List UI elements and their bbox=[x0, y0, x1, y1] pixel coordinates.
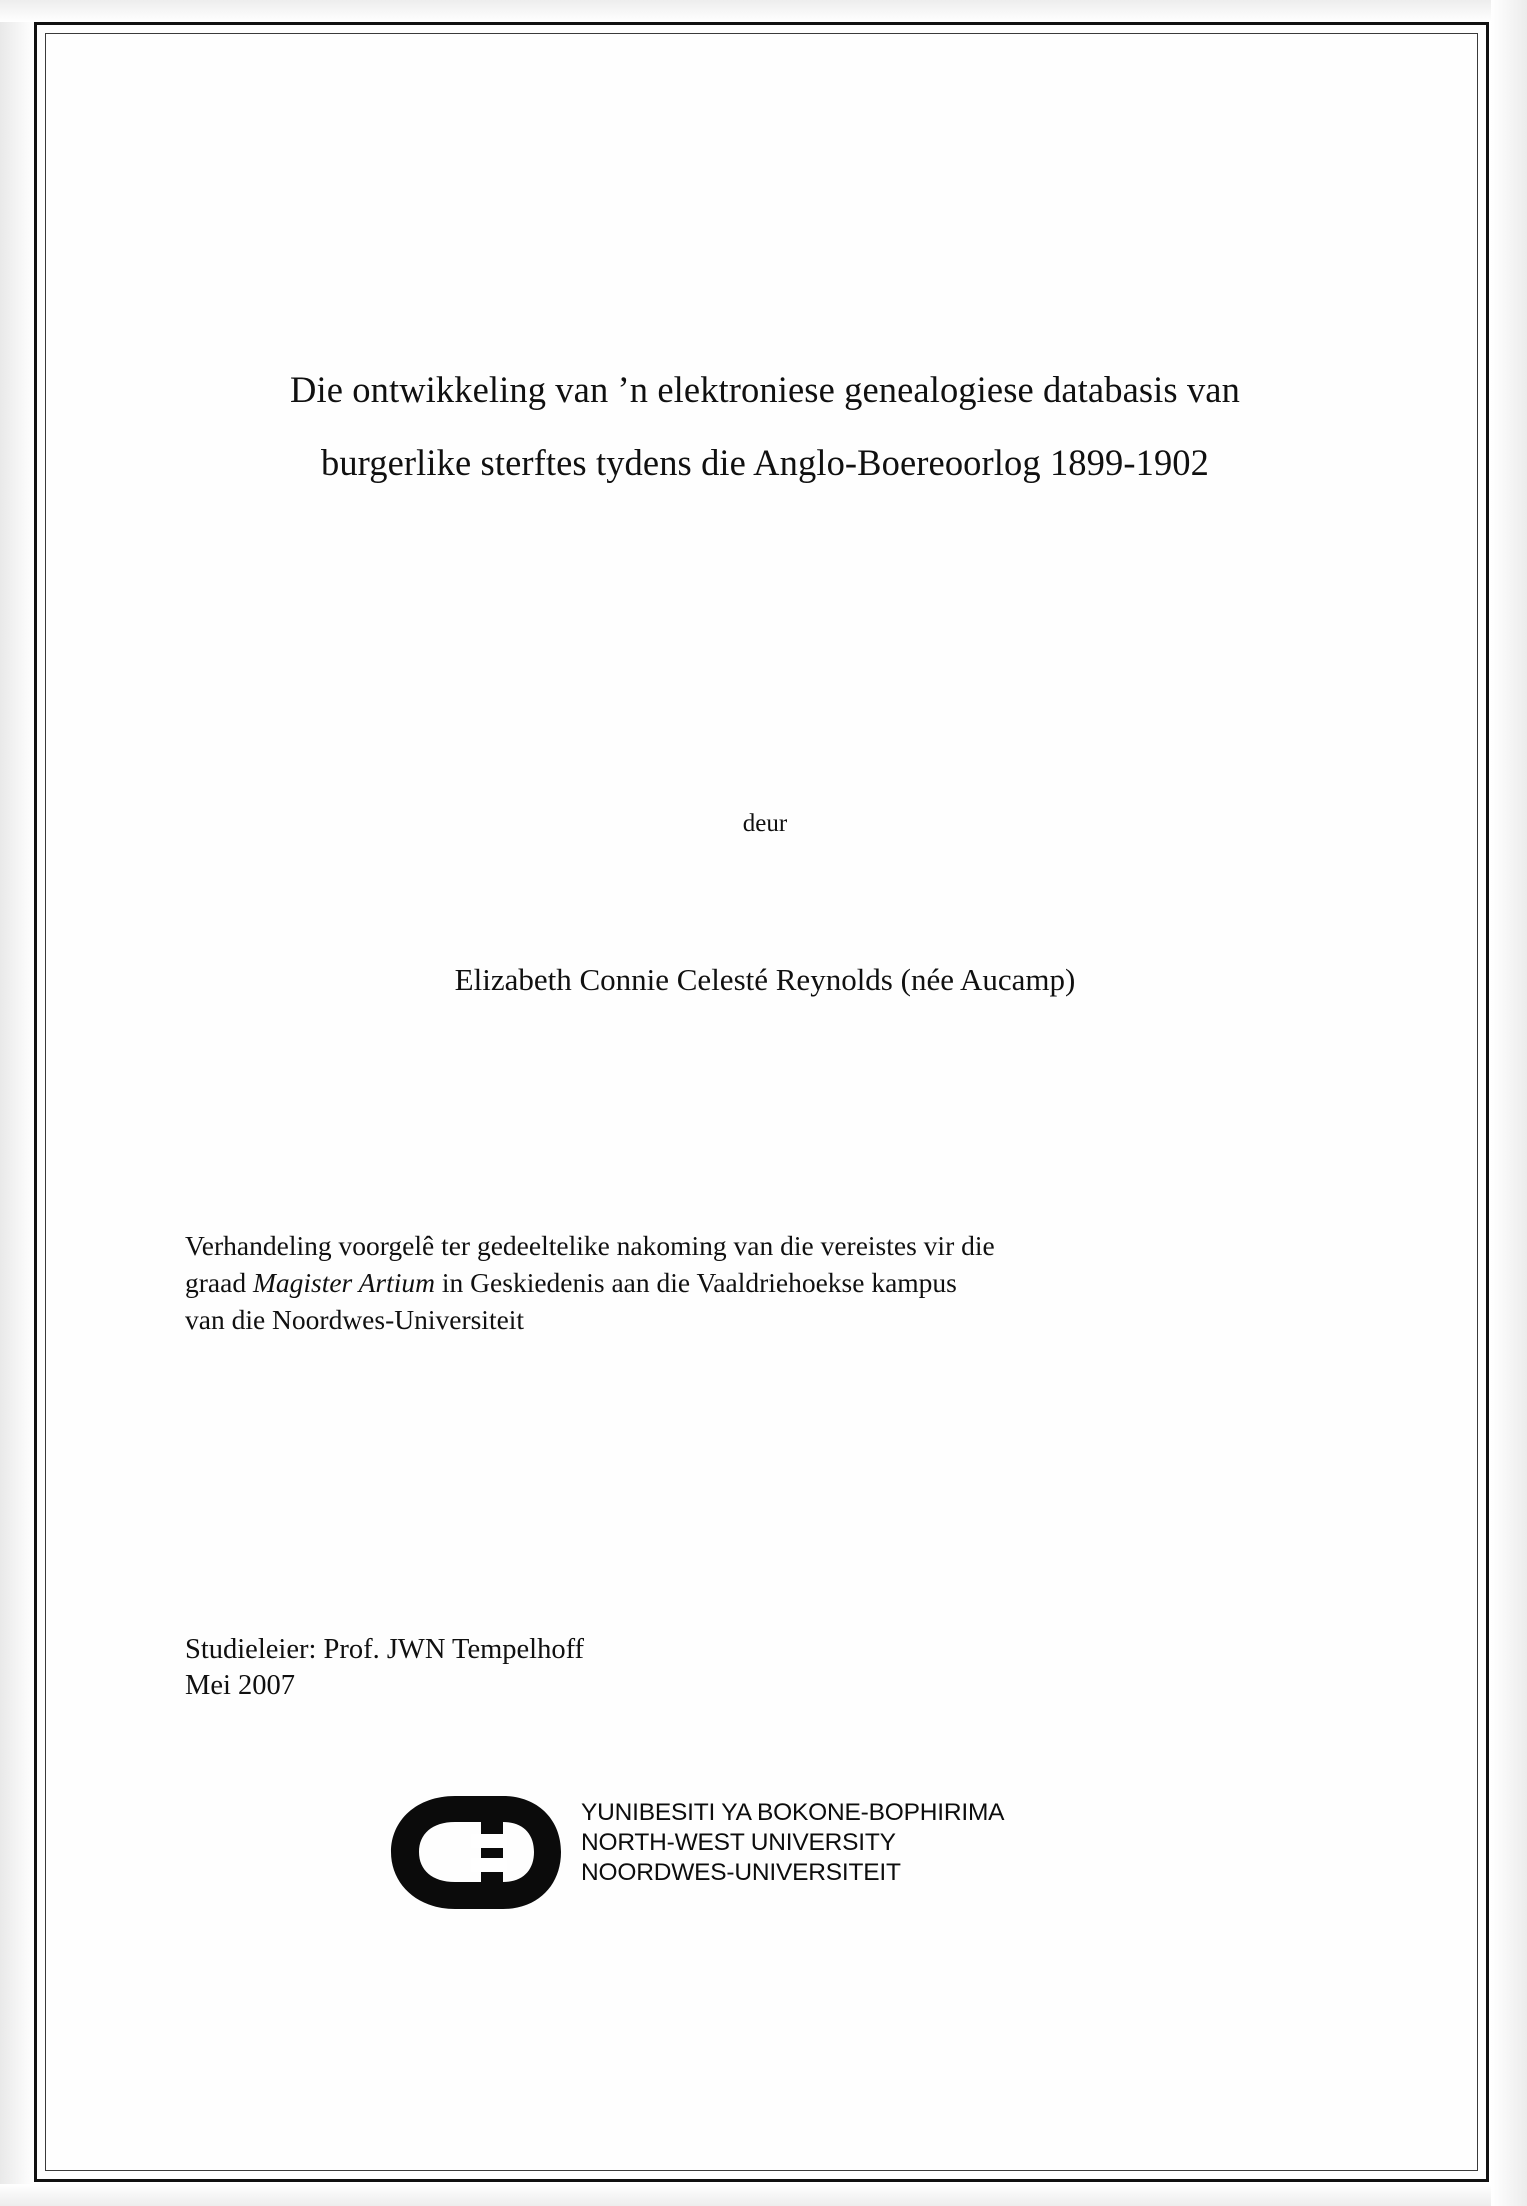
degree-statement-line-2-prefix: graad bbox=[185, 1266, 253, 1298]
university-logo bbox=[385, 1790, 1145, 1930]
by-label: deur bbox=[742, 810, 788, 837]
logo-text-line-3: NOORDWES-UNIVERSITEIT bbox=[581, 1858, 901, 1886]
title-page-content bbox=[185, 0, 1345, 2206]
degree-statement-line-2 bbox=[185, 1265, 1343, 1302]
north-west-university-logo-mark-icon bbox=[385, 1790, 575, 1915]
logo-text-line-2: NORTH-WEST UNIVERSITY bbox=[581, 1828, 896, 1856]
title-line-1: Die ontwikkeling van ’n elektroniese genealogiese databasis van bbox=[290, 369, 1240, 410]
supervisor-block bbox=[185, 1632, 584, 1705]
date-line: Mei 2007 bbox=[185, 1670, 296, 1702]
degree-statement-line-3: van die Noordwes-Universiteit bbox=[185, 1303, 525, 1335]
supervisor-line: Studieleier: Prof. JWN Tempelhoff bbox=[185, 1634, 585, 1665]
title-line-2: burgerlike sterftes tydens die Anglo-Boereoorlog 1899-1902 bbox=[320, 441, 1210, 483]
university-logo-text bbox=[581, 1798, 1004, 1888]
author-name: Elizabeth Connie Celesté Reynolds (née Aucamp) bbox=[454, 962, 1076, 997]
degree-statement-line-1: Verhandeling voorgelê ter gedeeltelike nakoming van die vereistes vir die bbox=[185, 1230, 995, 1261]
page-title bbox=[185, 369, 1345, 483]
degree-statement bbox=[185, 1228, 1343, 1339]
degree-name-italic: Magister Artium bbox=[252, 1266, 436, 1298]
degree-statement-line-2-suffix: in Geskiedenis aan die Vaaldriehoekse kampus bbox=[435, 1266, 957, 1298]
scan-edge-right bbox=[1491, 0, 1527, 2206]
scan-edge-left bbox=[0, 0, 34, 2206]
logo-text-line-1: YUNIBESITI YA BOKONE-BOPHIRIMA bbox=[581, 1799, 1005, 1826]
